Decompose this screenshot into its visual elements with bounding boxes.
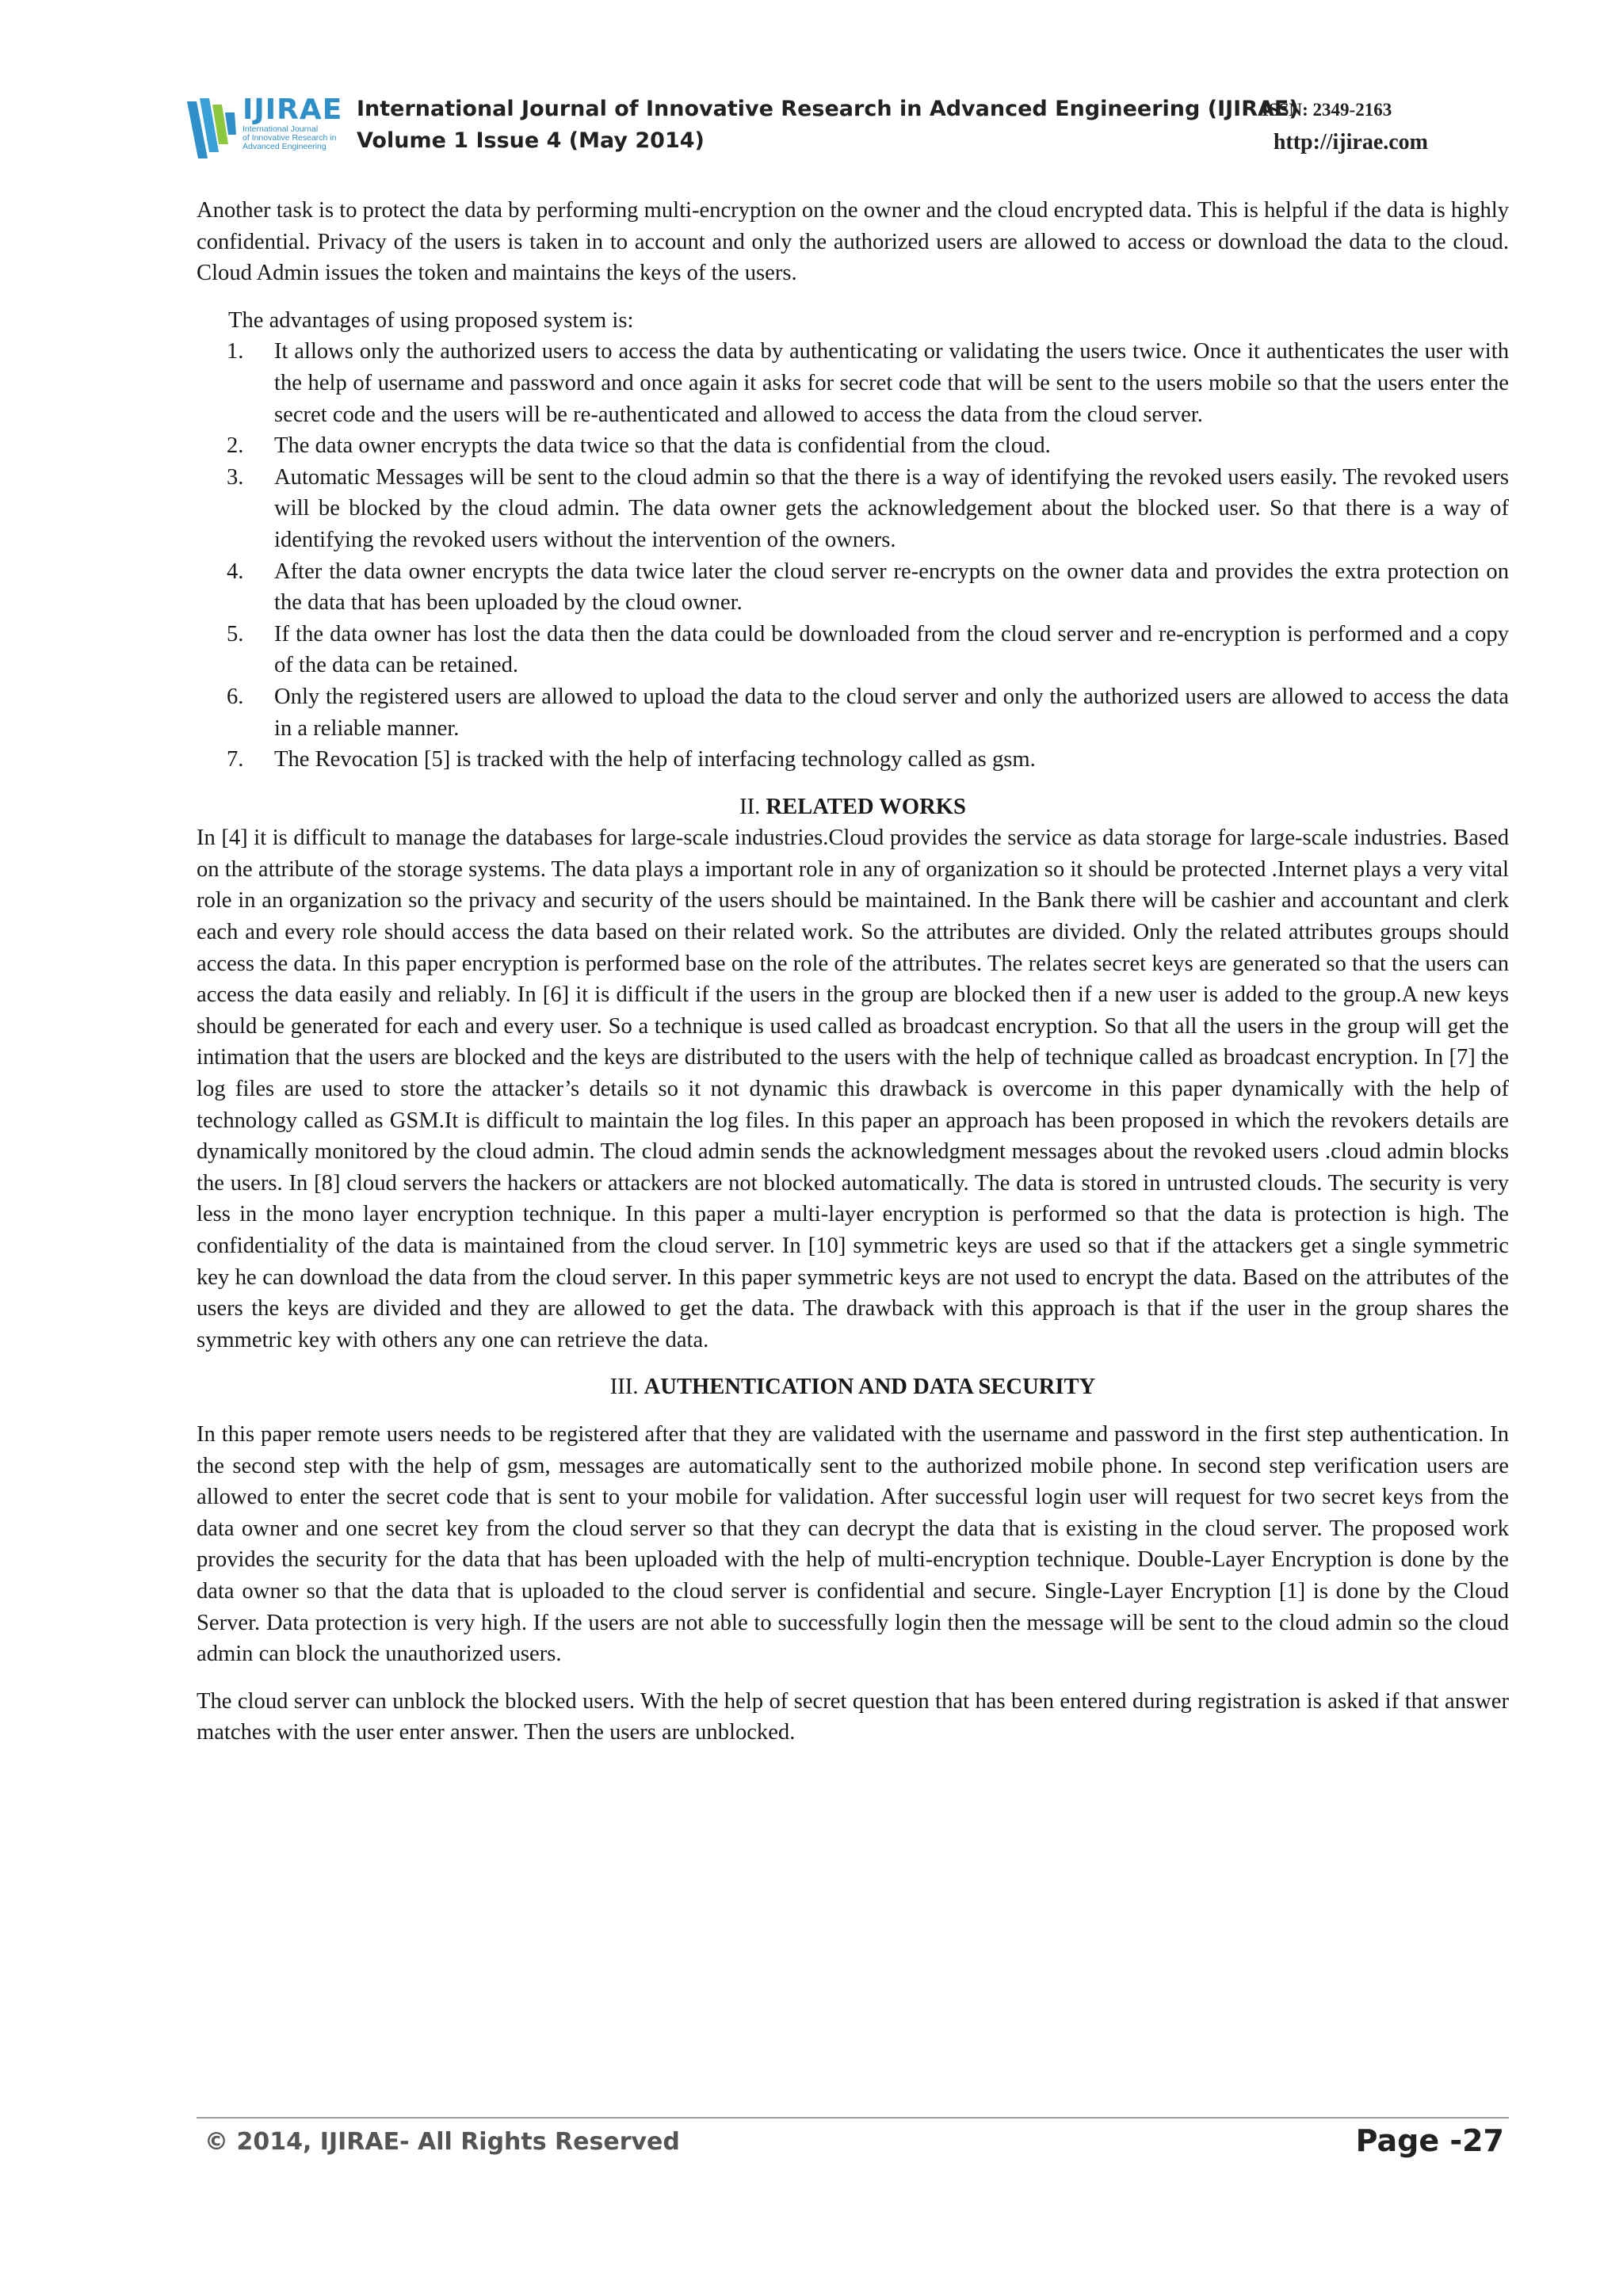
list-number: 6. bbox=[227, 684, 244, 709]
section-title: AUTHENTICATION AND DATA SECURITY bbox=[643, 1375, 1096, 1400]
list-number: 3. bbox=[227, 464, 244, 490]
volume-issue: Volume 1 Issue 4 (May 2014) bbox=[357, 128, 705, 153]
journal-title: International Journal of Innovative Research in Advanced Engineering (IJIRAE) bbox=[357, 97, 1299, 121]
list-item bbox=[197, 556, 1509, 619]
copyright: © 2014, IJIRAE- All Rights Reserved bbox=[204, 2128, 680, 2156]
issn: ISSN: 2349-2163 bbox=[1262, 100, 1392, 120]
list-item bbox=[197, 681, 1509, 744]
paragraph: In this paper remote users needs to be registered after that they are validated with the username and password in the first step authentication. In the second step with the help of gsm, messages are automatically sent to the authorized mobile phone. In second step verification users are allowed to enter the secret code that is sent to your mobile for validation. After successful login user will request for two secret keys from the data owner and one secret key from the cloud server so that they can decrypt the data that is existing in the cloud server. The proposed work provides the security for the data that has been uploaded with the help of multi-encryption technique. Double-Layer Encryption is done by the data owner so that the data that is uploaded to the cloud server is confidential and secure. Single-Layer Encryption [1] is done by the Cloud Server. Data protection is very high. If the users are not able to successfully login then the message will be sent to the cloud admin so the cloud admin can block the unauthorized users. bbox=[197, 1421, 1509, 1667]
list-text: Automatic Messages will be sent to the cloud admin so that the there is a way of identifying the revoked users easily. The revoked users will be blocked by the cloud admin. The data owner gets the acknowledgement about the blocked user. So that there is a way of identifying the revoked users without the intervention of the owners. bbox=[274, 464, 1509, 552]
paragraph: In [4] it is difficult to manage the databases for large-scale industries.Cloud provides the service as data storage for large-scale industries. Based on the attribute of the storage systems. The data plays a important role in any of organization so it should be protected .Internet plays a very vital role in an organization so the privacy and security of the users should be maintained. In the Bank there will be cashier and accountant and clerk each and every role should access the data based on their related work. So the attributes are divided. Only the related attributes groups should access the data. In this paper encryption is performed base on the role of the attributes. The relates secret keys are generated so that the users can access the data easily and reliably. In [6] it is difficult if the users in the group are blocked then if a new user is added to the group.A new keys should be generated for each and every user. So a technique is used called as broadcast encryption. So that all the users in the group will get the intimation that the users are blocked and the keys are distributed to the users with the help of technique called as broadcast encryption. In [7] the log files are used to store the attacker’s details so it not dynamic this drawback is overcome in this paper dynamically with the help of technology called as GSM.It is difficult to maintain the log files. In this paper an approach has been proposed in which the revokers details are dynamically monitored by the cloud admin. The cloud admin sends the acknowledgment messages about the revoked users .cloud admin blocks the users. In [8] cloud servers the hackers or attackers are not blocked automatically. The data is stored in untrusted clouds. The security is very less in the mono layer encryption technique. In this paper a multi-layer encryption is performed so that the data is protection is high. The confidentiality of the data is maintained from the cloud server. In [10] symmetric keys are used so that if the attackers get a single symmetric key he can download the data from the cloud server. In this paper symmetric keys are not used to encrypt the data. Based on the attributes of the users the keys are divided and they are allowed to get the data. The drawback with this approach is that if the user in the group shares the symmetric key with others any one can retrieve the data. bbox=[197, 826, 1509, 1352]
journal-url[interactable]: http://ijirae.com bbox=[1273, 130, 1428, 154]
logo-sub-line: of Innovative Research in bbox=[242, 133, 337, 143]
list-item bbox=[197, 430, 1509, 462]
list-item bbox=[197, 619, 1509, 681]
journal-logo bbox=[184, 93, 342, 166]
list-item bbox=[197, 336, 1509, 430]
advantages-intro: The advantages of using proposed system is: bbox=[228, 307, 634, 333]
section-heading-related-works bbox=[197, 791, 1509, 823]
section-number: III. bbox=[609, 1375, 639, 1400]
logo-sub-line: International Journal bbox=[242, 124, 319, 134]
list-text: It allows only the authorized users to access the data by authenticating or validating the users twice. Once it authenticates the user with the help of username and password and once again it asks for secret code that will be sent to the users mobile so that the users enter the secret code and the users will be re-authenticated and allowed to access the data from the cloud server. bbox=[274, 339, 1509, 427]
list-text: After the data owner encrypts the data twice later the cloud server re-encrypts on the owner data and provides the extra protection on the data that has been uploaded by the cloud owner. bbox=[274, 559, 1509, 616]
logo-sub-line: Advanced Engineering bbox=[242, 142, 327, 151]
list-number: 5. bbox=[227, 621, 244, 646]
section-number: II. bbox=[739, 794, 761, 819]
list-item bbox=[197, 744, 1509, 776]
page-number: Page -27 bbox=[1355, 2123, 1504, 2158]
section-heading-authentication bbox=[197, 1371, 1509, 1403]
page-header bbox=[184, 93, 1436, 166]
article-body bbox=[197, 195, 1509, 1749]
advantages-list bbox=[197, 336, 1509, 775]
list-item bbox=[197, 462, 1509, 556]
list-number: 7. bbox=[227, 747, 244, 772]
list-text: If the data owner has lost the data then the data could be downloaded from the cloud server and re-encryption is performed and a copy of the data can be retained. bbox=[274, 621, 1509, 678]
list-number: 2. bbox=[227, 433, 244, 459]
section-title: RELATED WORKS bbox=[766, 794, 966, 819]
logo-subtitle bbox=[242, 125, 346, 151]
list-number: 1. bbox=[227, 339, 244, 364]
list-text: The Revocation [5] is tracked with the help of interfacing technology called as gsm. bbox=[274, 747, 1036, 772]
list-text: Only the registered users are allowed to upload the data to the cloud server and only the authorized users are allowed to access the data in a reliable manner. bbox=[274, 684, 1509, 741]
paragraph: Another task is to protect the data by performing multi-encryption on the owner and the cloud encrypted data. This is helpful if the data is highly confidential. Privacy of the users is taken in to account and only the authorized users are allowed to access or download the data to the cloud. Cloud Admin issues the token and maintains the keys of the users. bbox=[197, 198, 1509, 286]
list-number: 4. bbox=[227, 559, 244, 584]
list-text: The data owner encrypts the data twice so that the data is confidential from the cloud. bbox=[274, 433, 1051, 459]
logo-name: IJIRAE bbox=[242, 93, 343, 126]
logo-stripes-icon bbox=[184, 97, 241, 163]
footer-divider bbox=[197, 2117, 1509, 2119]
paragraph: The cloud server can unblock the blocked users. With the help of secret question that has been entered during registration is asked if that answer matches with the user enter answer. Then the users are unblocked. bbox=[197, 1688, 1509, 1745]
